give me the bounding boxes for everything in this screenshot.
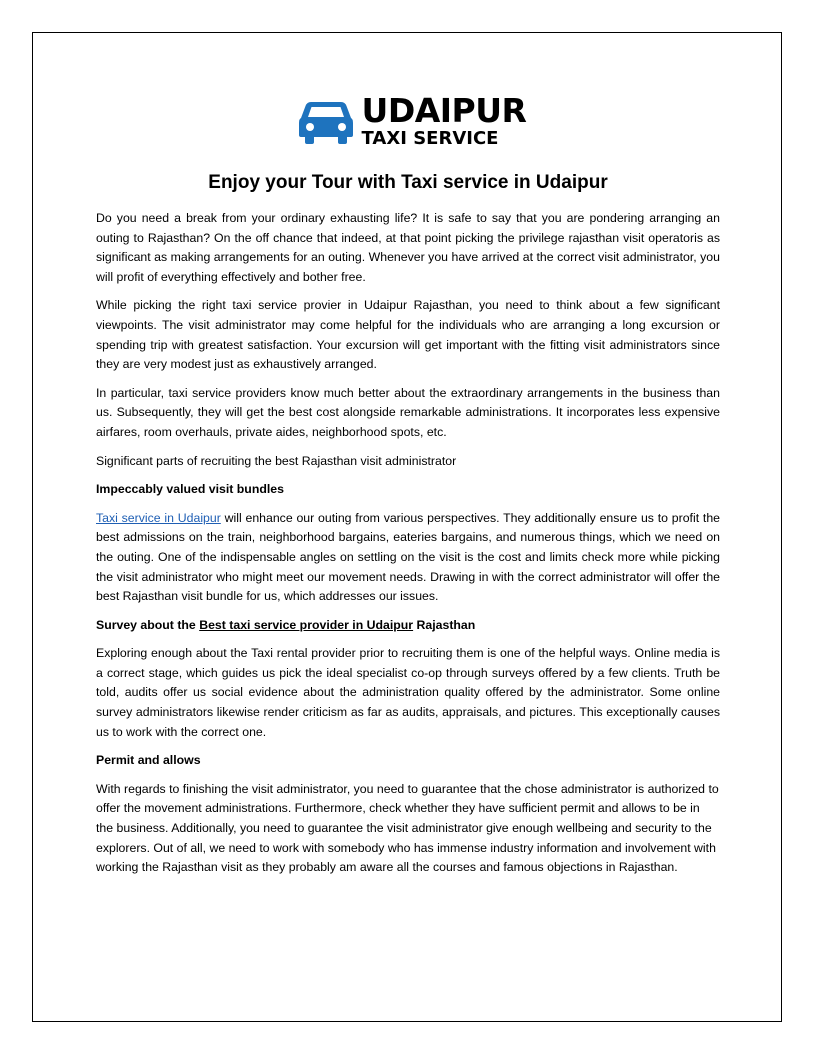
- heading-survey-pre: Survey about the: [96, 617, 200, 632]
- paragraph-intro: Do you need a break from your ordinary exhausting life? It is safe to say that you are pondering arranging an outing to Rajasthan? On the off chance that indeed, at that point picking the privilege rajasthan visit operatoris as significant as making arrangements for an outing. Whenever you have arrived at the correct visit administrator, you will profit of everything effectively and bother free.: [96, 211, 720, 284]
- paragraph-significant-parts: Significant parts of recruiting the best Rajasthan visit administrator: [96, 453, 457, 468]
- paragraph-permit: With regards to finishing the visit administrator, you need to guarantee that the chose administrator is authorized to offer the movement administrations. Furthermore, check whether they have sufficient permit and allows to be in the business. Additionally, you need to guarantee the visit administrator give enough wellbeing and security to the explorers. Out of all, we need to work with somebody who has immense industry information and involvement with working the Rajasthan visit as they probably am aware all the courses and famous objections in Rajasthan.: [96, 781, 719, 875]
- paragraph-survey: Exploring enough about the Taxi rental provider prior to recruiting them is one of the helpful ways. Online media is a correct stage, which guides us pick the ideal specialist co-op through surveys offered by a few clients. Truth be told, audits offer us social evidence about the administration quality offered by the administrator. Some online survey administrators likewise render criticism as far as audits, appraisals, and pictures. This exceptionally causes us to work with the correct one.: [96, 646, 720, 739]
- page-title: Enjoy your Tour with Taxi service in Udaipur: [208, 172, 608, 193]
- logo-subtitle: TAXI SERVICE: [361, 128, 499, 149]
- logo-title: UDAIPUR: [361, 91, 527, 130]
- heading-survey: [96, 616, 720, 636]
- paragraph-particular: In particular, taxi service providers know much better about the extraordinary arrangements in the business than us. Subsequently, they will get the best cost alongside remarkable administrations. It incorporates less expensive airfares, room overhauls, private aides, neighborhood spots, etc.: [96, 385, 720, 439]
- heading-bundles: Impeccably valued visit bundles: [96, 482, 284, 497]
- paragraph-bundles-text: will enhance our outing from various perspectives. They additionally ensure us to profit the best admissions on the train, neighborhood bargains, eateries bargains, and numerous things, which we need on the outing. One of the indispensable angles on settling on the visit is the cost and limits check more while picking the visit administrator who might meet our movement needs. Drawing in with the correct administrator will offer the best Rajasthan visit bundle for us, which addresses our issues.: [96, 510, 721, 604]
- taxi-service-link[interactable]: Taxi service in Udaipur: [96, 510, 221, 525]
- heading-permit: Permit and allows: [96, 753, 201, 768]
- best-taxi-provider-link[interactable]: Best taxi service provider in Udaipur: [199, 617, 414, 632]
- heading-survey-post: Rajasthan: [413, 617, 476, 632]
- document-content: [96, 90, 720, 887]
- paragraph-choosing: While picking the right taxi service provier in Udaipur Rajasthan, you need to think about a few significant viewpoints. The visit administrator may come helpful for the individuals who are arranging a long excursion or spending trip with greatest satisfaction. Your excursion will get important with the fitting visit administrators since they are very modest just as exhaustively arranged.: [96, 298, 720, 372]
- paragraph-bundles: [96, 509, 720, 607]
- logo: [104, 90, 720, 152]
- car-icon: [298, 98, 354, 144]
